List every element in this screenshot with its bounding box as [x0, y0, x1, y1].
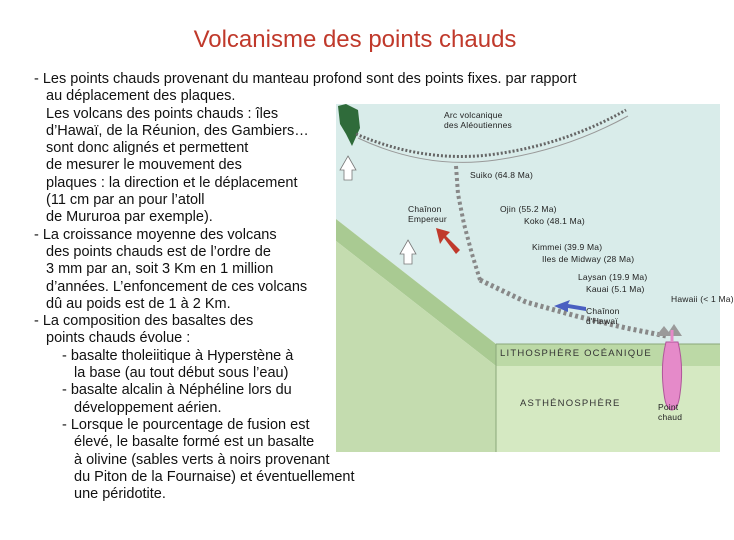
- text-line: de Mururoa par exemple).: [46, 209, 213, 226]
- text-line: 3 mm par an, soit 3 Km en 1 million: [46, 261, 274, 278]
- kimmei-label: Kimmei (39.9 Ma): [532, 242, 603, 252]
- hawaii-chain-label-line2: d'Hawaï: [586, 316, 618, 326]
- text-line: développement aérien.: [74, 399, 222, 416]
- arc-label-line1: Arc volcanique: [444, 110, 503, 120]
- text-line: élevé, le basalte formé est un basalte: [74, 434, 315, 451]
- emperor-label-line1: Chaînon: [408, 204, 442, 214]
- text-line: au déplacement des plaques.: [46, 88, 236, 105]
- text-line: - Les points chauds provenant du manteau profond sont des points fixes. par rapport: [34, 71, 577, 87]
- laysan-label: Laysan (19.9 Ma): [578, 272, 648, 282]
- text-line: - La croissance moyenne des volcans: [34, 226, 277, 243]
- text-line: de mesurer le mouvement des: [46, 157, 242, 174]
- hotspot-label-line1: Point: [658, 402, 679, 412]
- asthenosphere-front: [496, 366, 720, 452]
- text-line: dû au poids est de 1 à 2 Km.: [46, 295, 231, 312]
- text-line: à olivine (sables verts à noirs provenant: [74, 451, 330, 468]
- hotspot-label-line2: chaud: [658, 412, 683, 422]
- hawaii-label: Hawaii (< 1 Ma): [671, 294, 734, 304]
- page-title: Volcanisme des points chauds: [193, 26, 517, 53]
- text-line: points chauds évolue :: [46, 330, 191, 347]
- lithosphere-label: LITHOSPHÈRE OCÉANIQUE: [500, 348, 652, 359]
- hawaii-chain-label-line1: Chaînon: [586, 306, 620, 316]
- arc-label-line2: des Aléoutiennes: [444, 120, 512, 130]
- asthenosphere-label: ASTHÉNOSPHÈRE: [520, 398, 621, 409]
- hotspot-diagram: [336, 104, 734, 452]
- text-line: des points chauds est de l’ordre de: [46, 243, 271, 260]
- emperor-label-line2: Empereur: [408, 214, 447, 224]
- ojin-label: Ojin (55.2 Ma): [500, 204, 557, 214]
- midway-label: Iles de Midway (28 Ma): [542, 254, 635, 264]
- text-line: du Piton de la Fournaise) et éventuellement: [74, 468, 355, 485]
- koko-label: Koko (48.1 Ma): [524, 216, 585, 226]
- text-line: la base (au tout début sous l’eau): [74, 365, 289, 382]
- text-line: Les volcans des points chauds : îles: [46, 105, 279, 122]
- text-line: plaques : la direction et le déplacement: [46, 174, 298, 191]
- text-line: - basalte tholeiitique à Hyperstène à: [62, 347, 294, 364]
- text-line: sont donc alignés et permettent: [46, 140, 249, 157]
- suiko-label: Suiko (64.8 Ma): [470, 170, 533, 180]
- text-line: - Lorsque le pourcentage de fusion est: [62, 416, 310, 433]
- text-line: - La composition des basaltes des: [34, 313, 254, 330]
- text-line: (11 cm par an pour l’atoll: [46, 192, 205, 209]
- text-line: une péridotite.: [74, 486, 166, 503]
- text-line: d’Hawaï, de la Réunion, des Gambiers…: [46, 122, 309, 139]
- text-line: d’années. L’enfoncement de ces volcans: [46, 278, 308, 295]
- kauai-label: Kauai (5.1 Ma): [586, 284, 645, 294]
- text-line: - basalte alcalin à Néphéline lors du: [62, 382, 292, 399]
- hotspot-plume: [662, 342, 681, 410]
